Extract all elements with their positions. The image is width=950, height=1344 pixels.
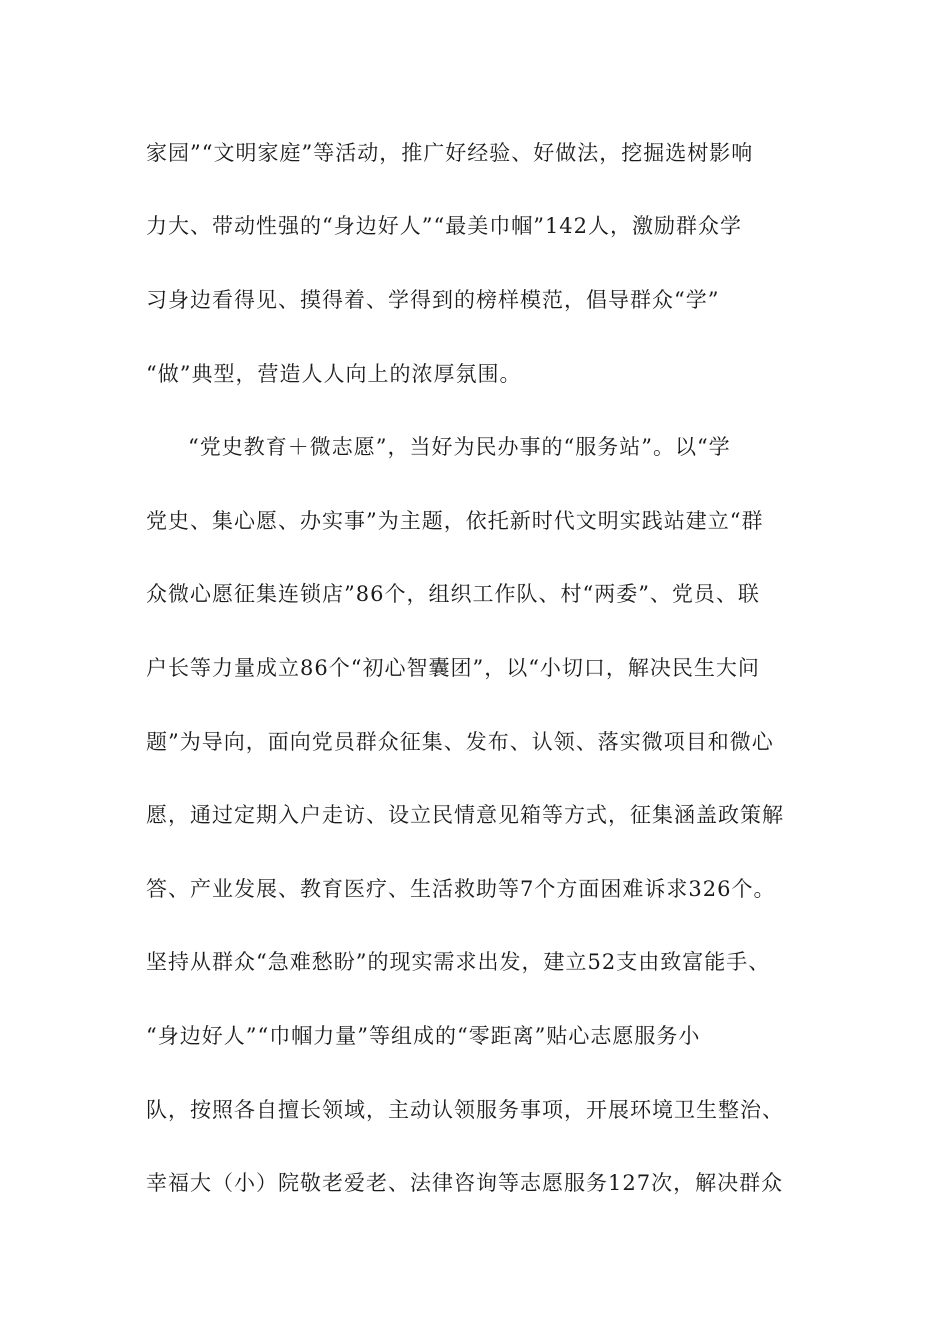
text-line: 习身边看得见、摸得着、学得到的榜样模范，倡导群众“学” <box>146 288 720 312</box>
text-line: “身边好人”“巾帼力量”等组成的“零距离”贴心志愿服务小 <box>146 1024 701 1048</box>
text-line: 力大、带动性强的“身边好人”“最美巾帼”142人，激励群众学 <box>146 214 743 238</box>
paragraph-first-line: “党史教育＋微志愿”，当好为民办事的“服务站”。以“学 <box>188 435 731 459</box>
text-line: “做”典型，营造人人向上的浓厚氛围。 <box>146 362 522 386</box>
text-line: 户长等力量成立86个“初心智囊团”，以“小切口，解决民生大问 <box>146 656 760 680</box>
text-line: 幸福大（小）院敬老爱老、法律咨询等志愿服务127次，解决群众 <box>146 1171 784 1195</box>
text-line: 党史、集心愿、办实事”为主题，依托新时代文明实践站建立“群 <box>146 509 764 533</box>
text-line: 坚持从群众“急难愁盼”的现实需求出发，建立52支由致富能手、 <box>146 950 771 974</box>
text-line: 众微心愿征集连锁店”86个，组织工作队、村“两委”、党员、联 <box>146 582 760 606</box>
text-line: 家园”“文明家庭”等活动，推广好经验、好做法，挖掘选树影响 <box>146 141 754 165</box>
text-line: 队，按照各自擅长领域，主动认领服务事项，开展环境卫生整治、 <box>146 1098 784 1122</box>
text-line: 题”为导向，面向党员群众征集、发布、认领、落实微项目和微心 <box>146 730 774 754</box>
text-line: 答、产业发展、教育医疗、生活救助等7个方面困难诉求326个。 <box>146 877 776 901</box>
text-line: 愿，通过定期入户走访、设立民情意见箱等方式，征集涵盖政策解 <box>146 803 784 827</box>
